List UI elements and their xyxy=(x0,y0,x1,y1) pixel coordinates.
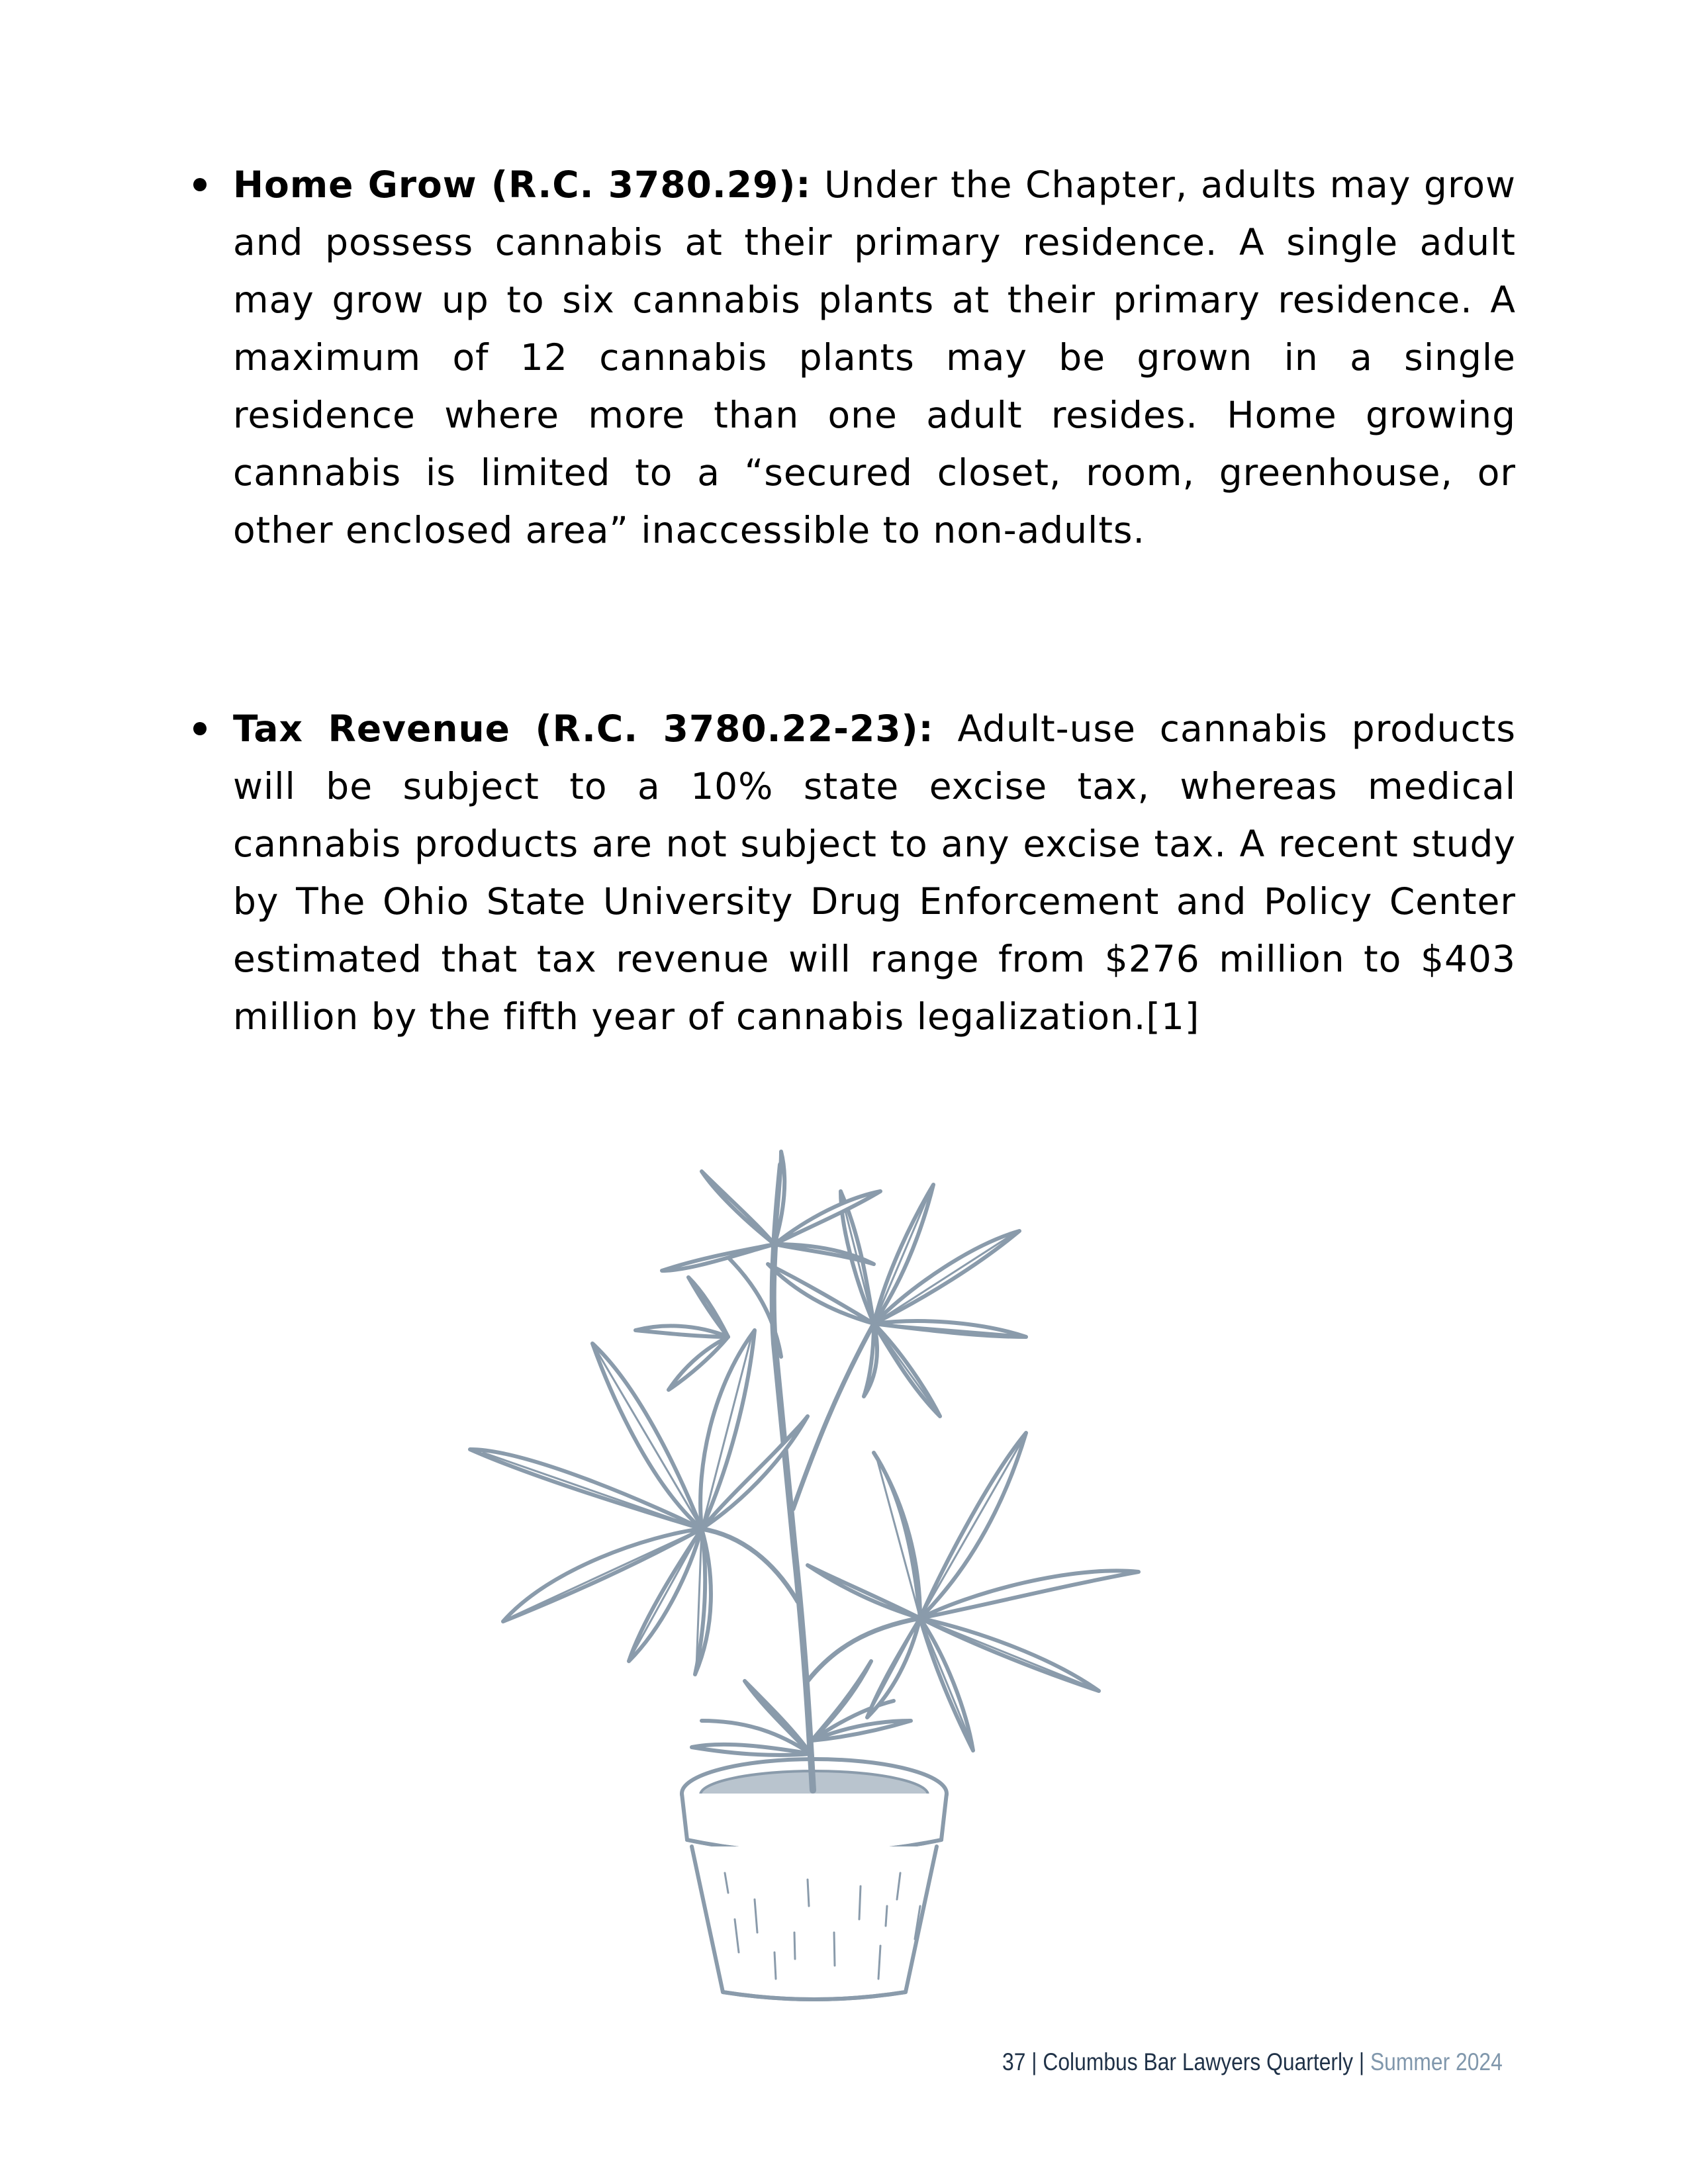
footer-issue: Summer 2024 xyxy=(1370,2048,1503,2075)
bullet-tax-revenue xyxy=(185,700,1516,1046)
bullet-marker xyxy=(193,722,207,735)
leaf-right xyxy=(808,1433,1139,1751)
footer-publication: 37 | Columbus Bar Lawyers Quarterly | xyxy=(1002,2048,1365,2075)
bullet-home-grow xyxy=(185,156,1516,559)
leaf-left xyxy=(470,1330,808,1674)
leaf-upper-left xyxy=(635,1277,728,1390)
bullet-text: Under the Chapter, adults may grow and possess cannabis at their primary residence. A single adult may grow up to six cannabis plants at their primary residence. A maximum of 12 cannabis plants may be grown in a single residence where more than one adult resides. Home growing cannabis is limited to a “secured closet, room, greenhouse, or other enclosed area” inaccessible to non-adults. xyxy=(233,163,1516,551)
bullet-term: Tax Revenue (R.C. 3780.22-23): xyxy=(233,707,934,750)
potted-cannabis-plant-icon xyxy=(463,1138,1165,2012)
flower-pot xyxy=(682,1759,947,1999)
page-footer xyxy=(1002,2046,1503,2078)
leaf-top-right xyxy=(768,1185,1026,1416)
bullet-list xyxy=(185,156,1516,1046)
bullet-marker xyxy=(193,178,207,191)
bullet-term: Home Grow (R.C. 3780.29): xyxy=(233,163,812,206)
bullet-text: Adult-use cannabis products will be subject to a 10% state excise tax, whereas medical cannabis products are not subject to any excise tax. A recent study by The Ohio State University Drug Enforcement and Policy Center estimated that tax revenue will range from $276 million to $403 million by the fifth year of cannabis legalization.[1] xyxy=(233,707,1516,1038)
